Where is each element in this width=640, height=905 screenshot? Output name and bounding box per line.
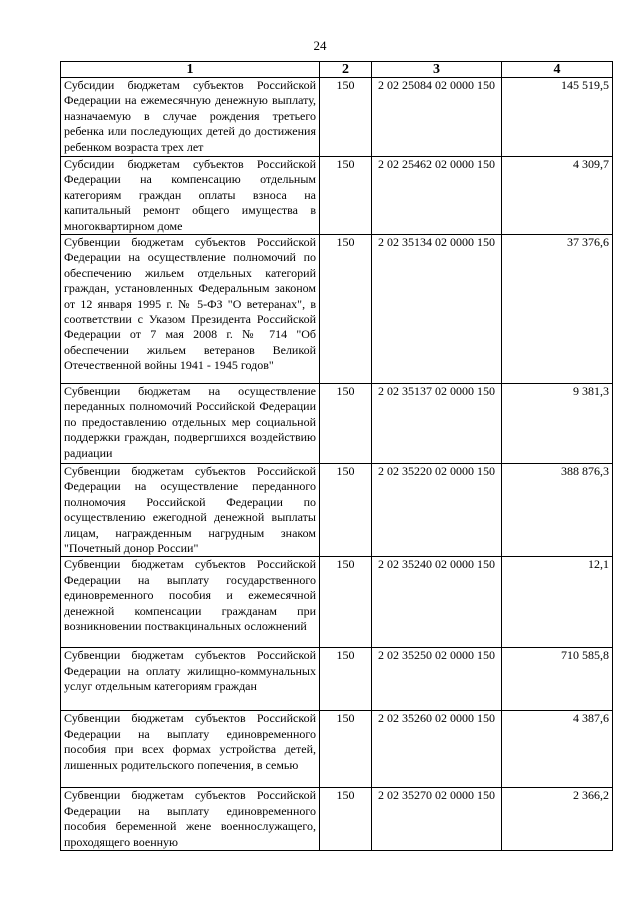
row-amount <box>502 157 613 235</box>
row-amount-value: 4 387,6 <box>573 711 609 726</box>
table-row <box>61 157 613 235</box>
row-amount <box>502 788 613 851</box>
table-row <box>61 557 613 648</box>
row-admin-code: 150 <box>320 78 372 157</box>
row-admin-code: 150 <box>320 464 372 557</box>
table-row <box>61 384 613 464</box>
table-row <box>61 788 613 851</box>
row-description: Субвенции бюджетам субъектов Российской Федерации на выплату единовременного пособия беременной жене военнослужащего, проходящего военную <box>61 788 320 851</box>
row-description: Субвенции бюджетам субъектов Российской Федерации на осуществление переданного полномочия Российской Федерации по осуществлению ежегодной денежной выплаты лицам, награжденным нагрудным знаком "Почетный донор России" <box>61 464 320 557</box>
page-number: 24 <box>313 38 327 53</box>
row-admin-code: 150 <box>320 711 372 788</box>
row-classification-code: 2 02 25084 02 0000 150 <box>372 78 502 157</box>
row-amount-value: 12,1 <box>588 557 609 572</box>
row-classification-code: 2 02 35134 02 0000 150 <box>372 235 502 384</box>
row-amount <box>502 384 613 464</box>
row-admin-code: 150 <box>320 157 372 235</box>
row-amount <box>502 464 613 557</box>
row-amount-value: 145 519,5 <box>561 78 609 92</box>
row-description: Субсидии бюджетам субъектов Российской Федерации на компенсацию отдельным категориям граждан оплаты взноса на капитальный ремонт общего имущества в многоквартирном доме <box>61 157 320 235</box>
row-description: Субвенции бюджетам субъектов Российской Федерации на оплату жилищно-коммунальных услуг отдельным категориям граждан <box>61 648 320 711</box>
table-row <box>61 711 613 788</box>
row-admin-code: 150 <box>320 557 372 648</box>
row-amount <box>502 235 613 384</box>
row-classification-code: 2 02 35270 02 0000 150 <box>372 788 502 851</box>
row-classification-code: 2 02 35220 02 0000 150 <box>372 464 502 557</box>
row-classification-code: 2 02 35260 02 0000 150 <box>372 711 502 788</box>
row-amount <box>502 648 613 711</box>
row-description: Субсидии бюджетам субъектов Российской Федерации на ежемесячную денежную выплату, назначаемую в случае рождения третьего ребенка или последующих детей до достижения ребенком возраста трех лет <box>61 78 320 157</box>
row-amount-value: 2 366,2 <box>573 788 609 803</box>
row-amount-value: 388 876,3 <box>561 464 609 479</box>
row-amount-value: 4 309,7 <box>573 157 609 171</box>
row-amount-value: 9 381,3 <box>573 384 609 399</box>
row-amount-value: 37 376,6 <box>567 235 609 250</box>
table-row <box>61 78 613 157</box>
row-description: Субвенции бюджетам субъектов Российской Федерации на осуществление полномочий по обеспечению жильем отдельных категорий граждан, установленных Федеральным законом от 12 января 1995 г. № 5-ФЗ "О ветеранах", в соответствии с Указом Президента Российской Федерации от 7 мая 2008 г. № 714 "Об обеспечении жильем ветеранов Великой Отечественной войны 1941 - 1945 годов" <box>61 235 320 384</box>
row-amount-value: 710 585,8 <box>561 648 609 663</box>
row-classification-code: 2 02 35250 02 0000 150 <box>372 648 502 711</box>
row-admin-code: 150 <box>320 235 372 384</box>
row-description: Субвенции бюджетам субъектов Российской Федерации на выплату единовременного пособия при всех формах устройства детей, лишенных родительского попечения, в семью <box>61 711 320 788</box>
row-description: Субвенции бюджетам субъектов Российской Федерации на выплату государственного единовременного пособия и ежемесячной денежной компенсации гражданам при возникновении поствакцинальных осложнений <box>61 557 320 648</box>
row-admin-code: 150 <box>320 788 372 851</box>
row-admin-code: 150 <box>320 648 372 711</box>
table-row <box>61 648 613 711</box>
row-classification-code: 2 02 25462 02 0000 150 <box>372 157 502 235</box>
column-header-1: 1 <box>61 62 320 78</box>
row-classification-code: 2 02 35137 02 0000 150 <box>372 384 502 464</box>
column-header-2: 2 <box>320 62 372 78</box>
table-header-row <box>61 62 613 78</box>
column-header-3: 3 <box>372 62 502 78</box>
row-admin-code: 150 <box>320 384 372 464</box>
budget-revenue-table <box>60 61 613 851</box>
row-amount <box>502 78 613 157</box>
row-classification-code: 2 02 35240 02 0000 150 <box>372 557 502 648</box>
column-header-4: 4 <box>502 62 613 78</box>
table-row <box>61 235 613 384</box>
row-amount <box>502 711 613 788</box>
row-description: Субвенции бюджетам на осуществление переданных полномочий Российской Федерации по предоставлению отдельных мер социальной поддержки граждан, подвергшихся воздействию радиации <box>61 384 320 464</box>
table-row <box>61 464 613 557</box>
row-amount <box>502 557 613 648</box>
